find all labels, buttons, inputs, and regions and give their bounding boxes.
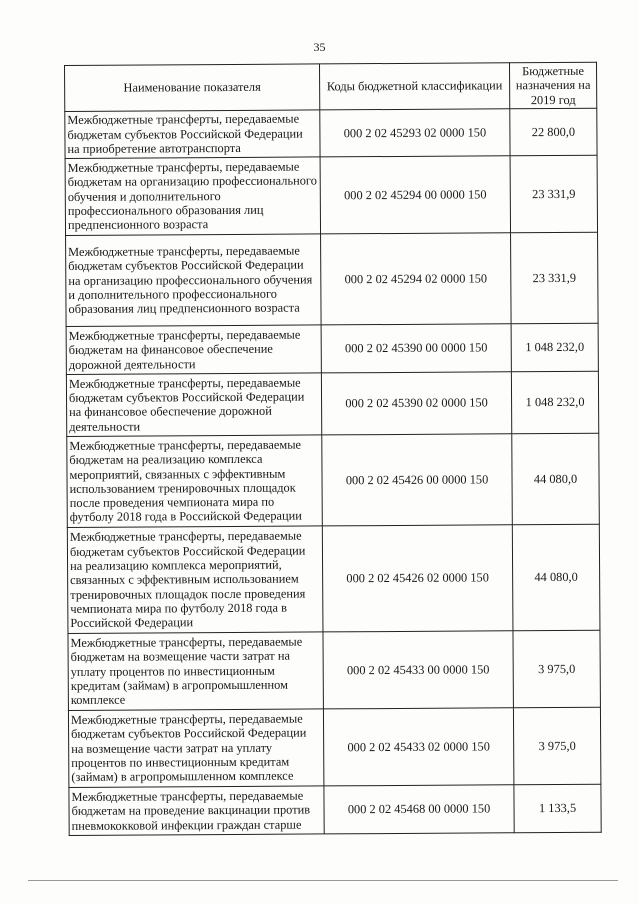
table-row xyxy=(65,108,597,158)
table-row xyxy=(69,784,601,835)
header-amount: Бюджетные назначения на 2019 год xyxy=(509,62,596,108)
row-amount: 22 800,0 xyxy=(510,108,597,156)
row-name: Межбюджетные трансферты, передаваемые бюджетам на возмещение части затрат на уплату процентов по инвестиционным кредитам (займам) в агропромышленном комплексе xyxy=(68,632,323,711)
row-amount: 44 080,0 xyxy=(512,433,600,525)
row-amount: 1 048 232,0 xyxy=(511,371,598,434)
row-code: 000 2 02 45294 00 0000 150 xyxy=(320,156,510,234)
row-amount: 3 975,0 xyxy=(513,630,600,708)
row-code: 000 2 02 45293 02 0000 150 xyxy=(320,109,510,157)
row-name: Межбюджетные трансферты, передаваемые бюджетам субъектов Российской Федерации на возмещение части затрат на уплату процентов по инвестиционным кредитам (займам) в агропромышленном комплексе xyxy=(68,709,323,788)
row-code: 000 2 02 45390 02 0000 150 xyxy=(321,372,511,435)
page-number: 35 xyxy=(313,40,326,54)
row-amount: 44 080,0 xyxy=(512,524,600,631)
row-amount: 3 975,0 xyxy=(513,707,600,785)
table-row xyxy=(67,524,600,633)
page-bottom-divider xyxy=(28,880,618,881)
row-name: Межбюджетные трансферты, передаваемые бюджетам субъектов Российской Федерации на приобретение автотранспорта xyxy=(65,110,320,159)
table-row xyxy=(68,707,600,787)
budget-table xyxy=(64,62,602,836)
table-row xyxy=(67,433,600,527)
header-code: Коды бюджетной классификации xyxy=(319,63,509,110)
row-amount: 1 133,5 xyxy=(514,784,601,833)
row-amount: 23 331,9 xyxy=(510,155,597,233)
table-row xyxy=(68,630,600,710)
row-name: Межбюджетные трансферты, передаваемые бюджетам субъектов Российской Федерации на реализацию комплекса мероприятий, связанных с эффективным использованием тренировочных площадок после проведения чемпионата мира по футболу 2018 года в Российской Федерации xyxy=(67,526,323,634)
row-name: Межбюджетные трансферты, передаваемые бюджетам на организацию профессионального обучения и дополнительного профессионального образования лиц предпенсионного возраста xyxy=(65,157,320,236)
row-code: 000 2 02 45390 00 0000 150 xyxy=(321,324,511,373)
row-code: 000 2 02 45294 02 0000 150 xyxy=(321,233,512,325)
row-code: 000 2 02 45426 02 0000 150 xyxy=(322,525,513,632)
row-amount: 1 048 232,0 xyxy=(511,323,598,372)
row-code: 000 2 02 45468 00 0000 150 xyxy=(324,785,514,834)
table-row xyxy=(66,371,598,436)
row-amount: 23 331,9 xyxy=(511,232,599,324)
header-name: Наименование показателя xyxy=(65,64,320,111)
row-code: 000 2 02 45433 02 0000 150 xyxy=(323,708,513,786)
row-name: Межбюджетные трансферты, передаваемые бюджетам на финансовое обеспечение дорожной деятельности xyxy=(66,325,321,375)
row-name: Межбюджетные трансферты, передаваемые бюджетам на реализацию комплекса мероприятий, связанных с эффективным использованием тренировочных площадок после проведения чемпионата мира по футболу 2018 года в Российской Федерации xyxy=(67,435,323,528)
row-name: Межбюджетные трансферты, передаваемые бюджетам субъектов Российской Федерации на организацию профессионального обучения и дополнительного профессионального образования лиц предпенсионного возраста xyxy=(66,234,322,327)
table-row xyxy=(65,155,597,235)
row-code: 000 2 02 45433 00 0000 150 xyxy=(323,631,513,709)
row-name: Межбюджетные трансферты, передаваемые бюджетам на проведение вакцинации против пневмококковой инфекции граждан старше xyxy=(69,786,324,836)
table-row xyxy=(66,232,599,326)
table-header-row xyxy=(65,62,597,111)
table-row xyxy=(66,323,598,374)
row-code: 000 2 02 45426 00 0000 150 xyxy=(322,434,513,526)
row-name: Межбюджетные трансферты, передаваемые бюджетам субъектов Российской Федерации на финансовое обеспечение дорожной деятельности xyxy=(66,373,321,437)
